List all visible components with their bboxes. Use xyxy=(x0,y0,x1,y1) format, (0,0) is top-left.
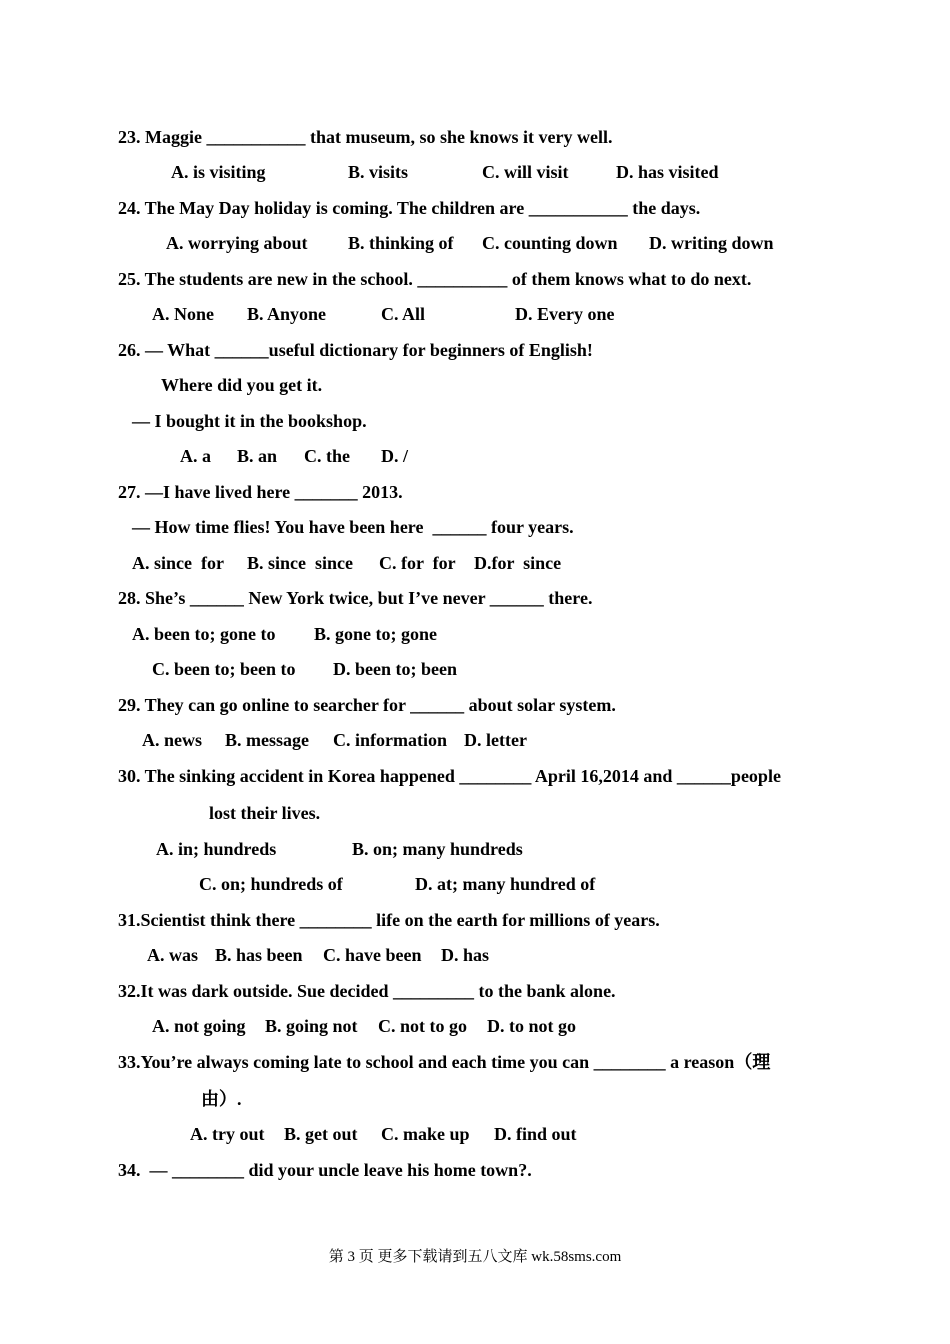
q25-stem: 25. The students are new in the school. __________ of them knows what to do next. xyxy=(118,269,752,289)
q23-stem: 23. Maggie ___________ that museum, so she knows it very well. xyxy=(118,127,613,147)
q25-option-a: A. None xyxy=(152,304,214,324)
q23-option-d: D. has visited xyxy=(616,162,719,182)
q32-option-a: A. not going xyxy=(152,1016,246,1036)
q25-option-c: C. All xyxy=(381,304,426,324)
q33-stem-cont: 由）. xyxy=(201,1089,242,1109)
q26-option-b: B. an xyxy=(237,446,278,466)
q28-option-d: D. been to; been xyxy=(333,659,457,679)
q26-option-d: D. / xyxy=(381,446,408,466)
q32-stem: 32.It was dark outside. Sue decided _________ to the bank alone. xyxy=(118,981,616,1001)
q29-option-b: B. message xyxy=(225,730,309,750)
q34-stem: 34. — ________ did your uncle leave his home town?. xyxy=(118,1160,532,1180)
q25-option-d: D. Every one xyxy=(515,304,615,324)
q26-option-c: C. the xyxy=(304,446,350,466)
q28-option-c: C. been to; been to xyxy=(152,659,296,679)
q27-reply: — How time flies! You have been here ______ four years. xyxy=(132,517,574,537)
q29-option-a: A. news xyxy=(142,730,203,750)
q23-option-a: A. is visiting xyxy=(171,162,266,182)
q27-option-c: C. for for xyxy=(379,553,456,573)
q32-option-d: D. to not go xyxy=(487,1016,576,1036)
q27-option-b: B. since since xyxy=(247,553,353,573)
q28-stem: 28. She’s ______ New York twice, but I’ve never ______ there. xyxy=(118,588,593,608)
q31-option-c: C. have been xyxy=(323,945,422,965)
q32-option-b: B. going not xyxy=(265,1016,358,1036)
q25-option-b: B. Anyone xyxy=(247,304,327,324)
q31-stem: 31.Scientist think there ________ life on the earth for millions of years. xyxy=(118,910,660,930)
q28-option-a: A. been to; gone to xyxy=(132,624,276,644)
q30-stem: 30. The sinking accident in Korea happened ________ April 16,2014 and ______people xyxy=(118,766,781,786)
q26-stem: 26. — What ______useful dictionary for beginners of English! xyxy=(118,340,593,360)
q30-stem-cont: lost their lives. xyxy=(209,803,321,823)
q30-option-d: D. at; many hundred of xyxy=(415,874,596,894)
q23-option-b: B. visits xyxy=(348,162,409,182)
q27-option-d: D.for since xyxy=(474,553,562,573)
q24-stem: 24. The May Day holiday is coming. The children are ___________ the days. xyxy=(118,198,701,218)
q24-option-c: C. counting down xyxy=(482,233,618,253)
q29-stem: 29. They can go online to searcher for ______ about solar system. xyxy=(118,695,616,715)
q30-option-c: C. on; hundreds of xyxy=(199,874,343,894)
q31-option-d: D. has xyxy=(441,945,490,965)
q32-option-c: C. not to go xyxy=(378,1016,467,1036)
q33-option-b: B. get out xyxy=(284,1124,358,1144)
q26-reply: — I bought it in the bookshop. xyxy=(132,411,367,431)
q26-stem-cont: Where did you get it. xyxy=(161,375,323,395)
page-footer: 第 3 页 更多下载请到五八文库 wk.58sms.com xyxy=(328,1249,622,1265)
q31-option-b: B. has been xyxy=(215,945,303,965)
q29-option-d: D. letter xyxy=(464,730,527,750)
q24-option-a: A. worrying about xyxy=(166,233,308,253)
q33-option-a: A. try out xyxy=(190,1124,265,1144)
q33-option-c: C. make up xyxy=(381,1124,470,1144)
q26-option-a: A. a xyxy=(180,446,211,466)
q27-stem: 27. —I have lived here _______ 2013. xyxy=(118,482,403,502)
q31-option-a: A. was xyxy=(147,945,199,965)
q33-stem: 33.You’re always coming late to school and each time you can ________ a reason（理 xyxy=(118,1052,771,1072)
q24-option-d: D. writing down xyxy=(649,233,774,253)
q30-option-b: B. on; many hundreds xyxy=(352,839,523,859)
q30-option-a: A. in; hundreds xyxy=(156,839,277,859)
q23-option-c: C. will visit xyxy=(482,162,569,182)
q29-option-c: C. information xyxy=(333,730,447,750)
q28-option-b: B. gone to; gone xyxy=(314,624,437,644)
q24-option-b: B. thinking of xyxy=(348,233,454,253)
q33-option-d: D. find out xyxy=(494,1124,577,1144)
q27-option-a: A. since for xyxy=(132,553,224,573)
